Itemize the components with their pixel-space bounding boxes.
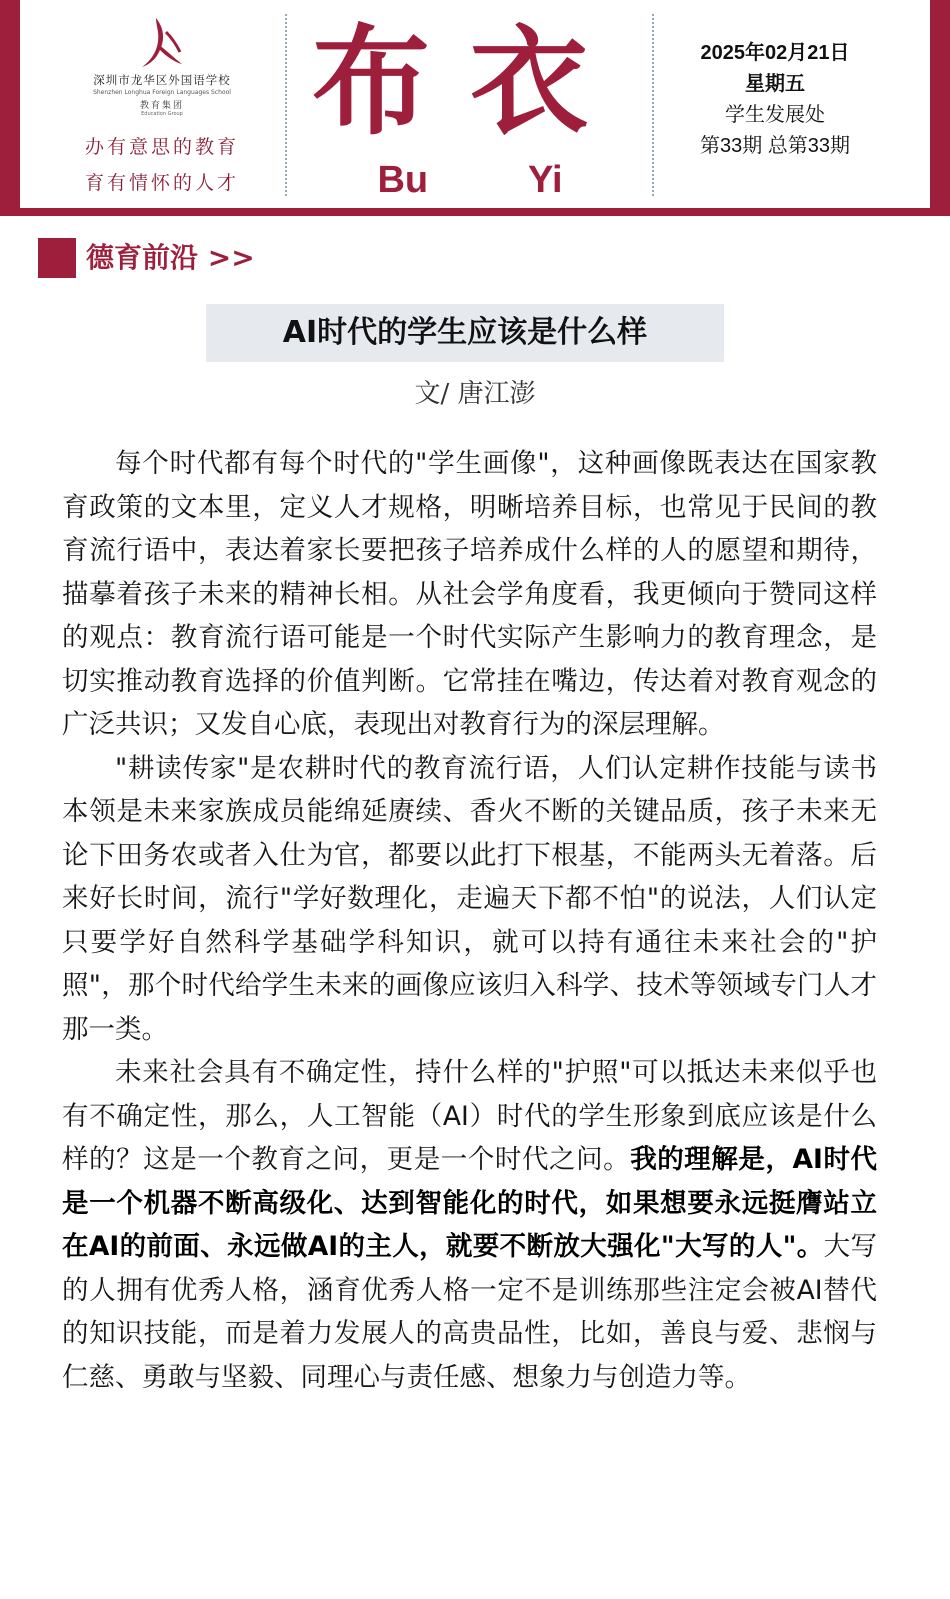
paragraph-3-tail: 大写的人拥有优秀人格，涵育优秀人格一定不是训练那些注定会被AI替代的知识技能，而是着力发展人的高贵品性，比如，善良与爱、悲悯与仁慈、勇敢与坚毅、同理心与责任感、想象力与创造力等。 xyxy=(62,1231,877,1393)
header-divider-right xyxy=(652,14,654,196)
school-name-en: Shenzhen Longhua Foreign Languages School xyxy=(93,89,231,96)
school-logo-block xyxy=(40,14,284,201)
issue-date: 2025年02月21日 xyxy=(700,42,850,64)
header-divider-left xyxy=(285,14,287,196)
masthead-title-cn: 布衣 xyxy=(311,12,628,151)
paragraph-3-lead: 未来社会具有不确定性，持什么样的"护照"可以抵达未来似乎也有不确定性，那么，人工智能（AI）时代的学生形象到底应该是什么样的？这是一个教育之问，更是一个时代之问。 xyxy=(62,1057,877,1175)
article-paragraph-3 xyxy=(62,1051,877,1399)
group-name-en: Education Group xyxy=(141,111,183,117)
header-frame-bottom xyxy=(0,208,950,216)
header-frame-left xyxy=(0,0,20,212)
section-title: 德育前沿 >> xyxy=(86,241,255,274)
issue-weekday: 星期五 xyxy=(745,73,805,95)
section-marker xyxy=(38,238,76,278)
issue-info xyxy=(660,38,890,162)
article-paragraph-1: 每个时代都有每个时代的"学生画像"，这种画像既表达在国家教育政策的文本里，定义人才规格，明晰培养目标，也常见于民间的教育流行语中，表达着家长要把孩子培养成什么样的人的愿望和期待，描摹着孩子未来的精神长相。从社会学角度看，我更倾向于赞同这样的观点：教育流行语可能是一个时代实际产生影响力的教育理念，是切实推动教育选择的价值判断。它常挂在嘴边，传达着对教育观念的广泛共识；又发自心底，表现出对教育行为的深层理解。 xyxy=(62,448,877,740)
issue-department: 学生发展处 xyxy=(725,104,825,126)
group-name-cn: 教育集团 xyxy=(139,101,184,111)
school-logo-icon xyxy=(136,14,188,70)
masthead-title-en: Bu Yi xyxy=(377,159,563,201)
school-name-cn: 深圳市龙华区外国语学校 xyxy=(93,73,231,87)
issue-number: 第33期 总第33期 xyxy=(699,135,851,157)
header-frame-right xyxy=(930,0,950,212)
paragraph-3-emphasis: 我的理解是，AI时代是一个机器不断高级化、达到智能化的时代，如果想要永远挺膺站立在AI的前面、永远做AI的主人，就要不断放大强化"大写的人"。 xyxy=(62,1144,878,1262)
motto-line-2: 育有情怀的人才 xyxy=(84,172,239,194)
article-title: AI时代的学生应该是什么样 xyxy=(206,304,724,362)
motto-line-1: 办有意思的教育 xyxy=(84,136,239,158)
article-body xyxy=(62,442,877,1399)
masthead xyxy=(290,12,650,208)
article-paragraph-2: "耕读传家"是农耕时代的教育流行语，人们认定耕作技能与读书本领是未来家族成员能绵延赓续、香火不断的关键品质，孩子未来无论下田务农或者入仕为官，都要以此打下根基，不能两头无着落。后来好长时间，流行"学好数理化，走遍天下都不怕"的说法，人们认定只要学好自然科学基础学科知识，就可以持有通往未来社会的"护照"，那个时代给学生未来的画像应该归入科学、技术等领域专门人才那一类。 xyxy=(62,752,877,1045)
article-byline: 文/ 唐江澎 xyxy=(414,379,536,409)
